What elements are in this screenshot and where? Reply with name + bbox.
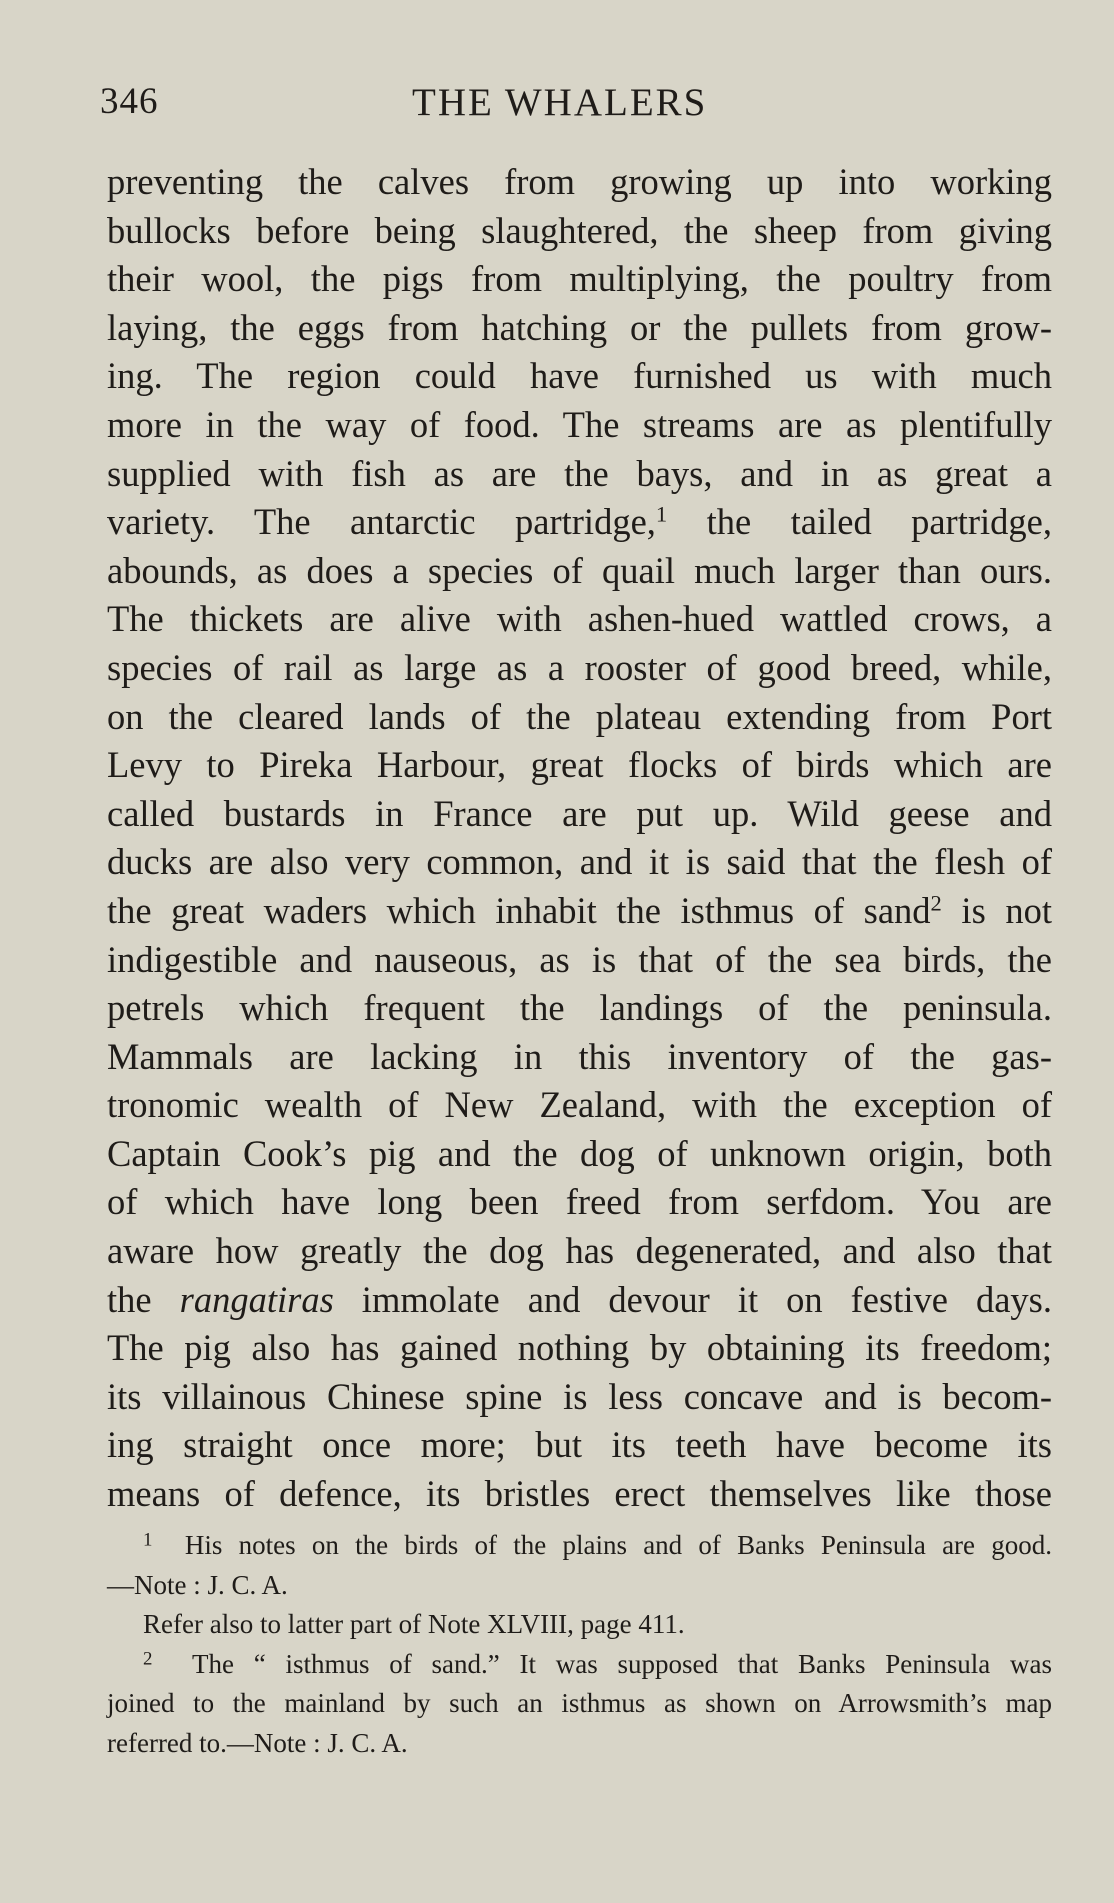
footnote-line: joined to the mainland by such an isthmus as shown on Arrowsmith’s map [107, 1688, 1052, 1718]
text-line: means of defence, its bristles erect themselves like those [107, 1473, 1052, 1515]
text-line [107, 498, 1052, 547]
text-line: bullocks before being slaughtered, the sheep from giving [107, 209, 1052, 251]
text-line: species of rail as large as a rooster of good breed, while, [107, 646, 1052, 688]
text-fragment: is not [941, 889, 1052, 931]
footnote-line: Refer also to latter part of Note XLVIII, page 411. [143, 1609, 685, 1639]
text-line: Mammals are lacking in this inventory of the gas- [107, 1035, 1052, 1077]
text-line: on the cleared lands of the plateau extending from Port [107, 695, 1052, 737]
text-fragment: variety. The antarctic partridge, [107, 501, 656, 543]
text-line: ing straight once more; but its teeth have become its [107, 1424, 1052, 1466]
footnote-ref-1[interactable]: 1 [655, 501, 668, 527]
footnote-2 [107, 1645, 1052, 1685]
text-line: their wool, the pigs from multiplying, the poultry from [107, 258, 1052, 300]
italic-term: rangatiras [179, 1278, 334, 1320]
text-line: petrels which frequent the landings of the peninsula. [107, 987, 1052, 1029]
text-line: Captain Cook’s pig and the dog of unknown origin, both [107, 1132, 1052, 1174]
text-line: The pig also has gained nothing by obtaining its freedom; [107, 1327, 1052, 1369]
text-line: more in the way of food. The streams are as plentifully [107, 403, 1052, 445]
text-fragment: the [107, 1278, 152, 1320]
footnote-mark-2: 2 [143, 1648, 153, 1669]
footnote-mark-1: 1 [143, 1529, 153, 1551]
text-line: Levy to Pireka Harbour, great flocks of birds which are [107, 744, 1052, 786]
text-line: abounds, as does a species of quail much larger than ours. [107, 549, 1052, 591]
text-line [107, 887, 1052, 936]
text-fragment: the tailed partridge, [667, 501, 1052, 543]
text-line: ing. The region could have furnished us with much [107, 355, 1052, 397]
running-title: THE WHALERS [412, 81, 708, 124]
text-line: preventing the calves from growing up into working [107, 161, 1052, 202]
footnote-line: —Note : J. C. A. [107, 1569, 288, 1600]
text-line: ducks are also very common, and it is said that the flesh of [107, 841, 1052, 883]
footnote-line: referred to.—Note : J. C. A. [107, 1727, 408, 1758]
text-fragment: immolate and devour it on festive days. [333, 1278, 1053, 1320]
text-line: its villainous Chinese spine is less concave and is becom- [107, 1375, 1052, 1417]
text-line [107, 1276, 1052, 1325]
text-fragment: the great waders which inhabit the isthmus of sand [107, 889, 931, 931]
text-line: laying, the eggs from hatching or the pullets from grow- [107, 306, 1052, 348]
text-line: aware how greatly the dog has degenerated, and also that [107, 1230, 1052, 1272]
footnotes [107, 1526, 1052, 1763]
running-head [100, 80, 1050, 130]
text-line: called bustards in France are put up. Wild geese and [107, 792, 1052, 834]
text-line: indigestible and nauseous, as is that of the sea birds, the [107, 938, 1052, 980]
body-text [107, 158, 1052, 1519]
text-line: The thickets are alive with ashen-hued wattled crows, a [107, 598, 1052, 640]
footnote-text: The “ isthmus of sand.” It was supposed that Banks Peninsula was [191, 1648, 1053, 1679]
text-line: supplied with fish as are the bays, and in as great a [107, 452, 1052, 494]
text-line: tronomic wealth of New Zealand, with the exception of [107, 1084, 1052, 1126]
footnote-1 [107, 1526, 1052, 1566]
footnote-text: His notes on the birds of the plains and of Banks Peninsula are good. [184, 1530, 1053, 1560]
text-line: of which have long been freed from serfdom. You are [107, 1181, 1052, 1223]
page-number: 346 [100, 81, 159, 122]
footnote-ref-2[interactable]: 2 [930, 890, 942, 916]
